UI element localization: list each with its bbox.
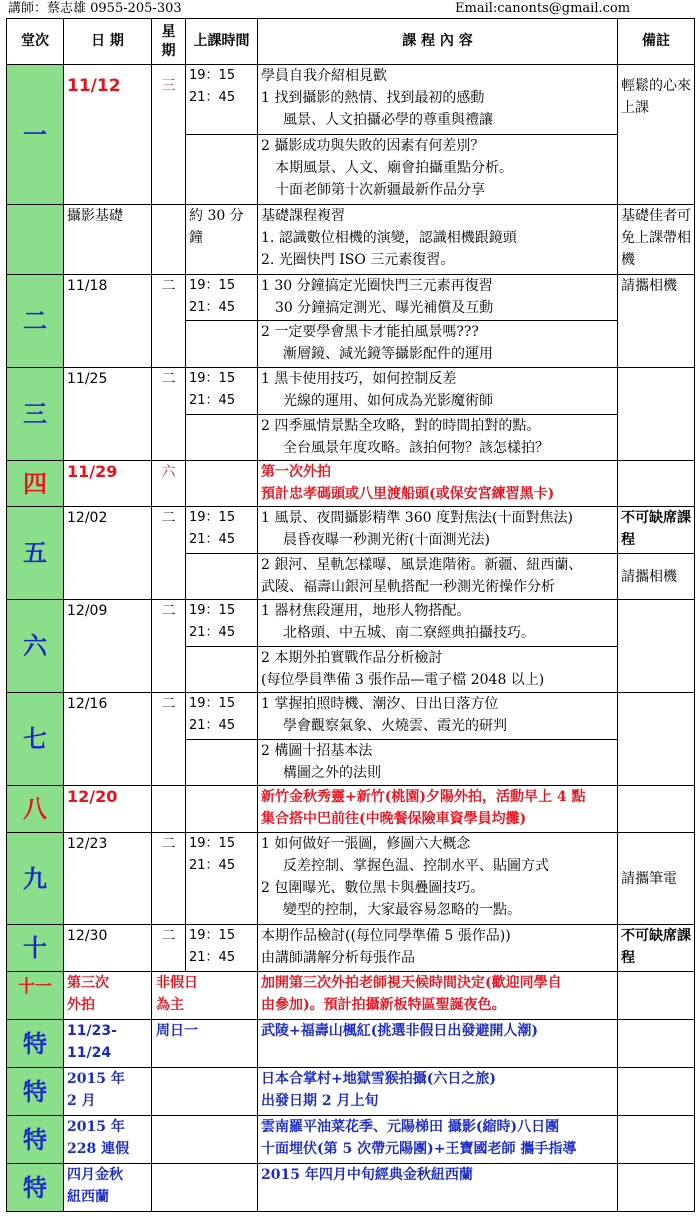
session-date: 11/18: [64, 275, 152, 368]
session-weekday: 二: [152, 368, 186, 461]
session-note: 請攜相機: [618, 275, 695, 368]
session-content: 基礎課程複習 1. 認識數位相機的演變，認識相機跟鏡頭 2. 光圈快門 ISO 三元素復習。: [258, 205, 618, 275]
table-row: [7, 1068, 695, 1116]
table-row: [7, 1116, 695, 1164]
table-row: [7, 205, 695, 275]
session-number: 三: [7, 368, 64, 461]
session-date: 11/23- 11/24: [64, 1020, 152, 1068]
session-number: 十一: [7, 972, 64, 1020]
table-row: [7, 786, 695, 833]
session-content: 2015 年四月中旬經典金秋紐西蘭: [258, 1164, 618, 1212]
table-row: [7, 1164, 695, 1212]
session-note: 不可缺席課程: [618, 507, 695, 554]
special-number: 特: [7, 1116, 64, 1164]
session-content: 2 銀河、星軌怎樣曝、風景進階術。新疆、紐西蘭、 武陵、福壽山銀河星軌搭配一秒測光術操作分析: [258, 554, 618, 600]
session-date: 12/09: [64, 600, 152, 693]
session-content: 學員自我介紹相見歡 1 找到攝影的熱情、找到最初的感動 風景、人文拍攝必學的尊重與禮讓: [258, 65, 618, 135]
session-number: 六: [7, 600, 64, 693]
session-number: 二: [7, 275, 64, 368]
session-time: 19：15 21：45: [186, 65, 258, 135]
col-time: 上課時間: [186, 19, 258, 65]
header: [0, 0, 700, 18]
table-row: [7, 275, 695, 321]
session-content: 加開第三次外拍老師視天候時間決定(歡迎同學自 由參加)。預計拍攝新板特區聖誕夜色。: [258, 972, 618, 1020]
session-date: 11/29: [64, 461, 152, 507]
session-weekday: 六: [152, 461, 186, 507]
session-content: 新竹金秋秀靈+新竹(桃園)夕陽外拍，活動早上 4 點 集合搭中巴前往(中晚餐保險車資學員均攤): [258, 786, 618, 833]
session-content: 本期作品檢討((每位同學準備 5 張作品)) 由講師講解分析每張作品: [258, 925, 618, 972]
col-session: 堂次: [7, 19, 64, 65]
session-time: 19：15 21：45: [186, 833, 258, 925]
session-weekday: 二: [152, 600, 186, 693]
session-date: 12/30: [64, 925, 152, 972]
session-number: 十: [7, 925, 64, 972]
col-date: 日 期: [64, 19, 152, 65]
table-row: [7, 368, 695, 415]
session-date: 攝影基礎: [64, 205, 152, 275]
session-weekday: 非假日 為主: [152, 972, 258, 1020]
table-row: [7, 972, 695, 1020]
col-content: 課 程 內 容: [258, 19, 618, 65]
table-row: [7, 1020, 695, 1068]
session-content: 日本合掌村+地獄雪猴拍攝(六日之旅) 出發日期 2 月上旬: [258, 1068, 618, 1116]
session-note: 基礎佳者可免上課帶相機: [618, 205, 695, 275]
session-content: 第一次外拍 預計忠孝碼頭或八里渡船頭(或保安宮練習黑卡): [258, 461, 618, 507]
session-weekday: 三: [152, 65, 186, 205]
session-content: 雲南羅平油菜花季、元陽梯田 攝影(縮時)八日團 十面埋伏(第 5 次帶元陽團)+王寶國老師 攜手指導: [258, 1116, 618, 1164]
session-date: 11/25: [64, 368, 152, 461]
session-time: 19：15 21：45: [186, 368, 258, 415]
session-content: 2 本期外拍實戰作品分析檢討 (每位學員準備 3 張作品—電子檔 2048 以上): [258, 647, 618, 693]
session-content: 1 掌握拍照時機、潮汐、日出日落方位 學會觀察氣象、火燒雲、霞光的研判: [258, 693, 618, 740]
session-date: 四月金秋 紐西蘭: [64, 1164, 152, 1212]
session-date: 12/23: [64, 833, 152, 925]
table-row: [7, 600, 695, 647]
session-number: 九: [7, 833, 64, 925]
session-number: 八: [7, 786, 64, 833]
special-number: 特: [7, 1068, 64, 1116]
session-date: 2015 年 2 月: [64, 1068, 152, 1116]
session-weekday: 二: [152, 275, 186, 368]
session-note: 請攜筆電: [618, 833, 695, 925]
session-time: 19：15 21：45: [186, 925, 258, 972]
session-content: 武陵+福壽山楓紅(挑選非假日出發避開人潮): [258, 1020, 618, 1068]
session-note: 輕鬆的心來上課: [618, 65, 695, 205]
session-content: 2 構圖十招基本法 構圖之外的法則: [258, 740, 618, 786]
session-weekday: 二: [152, 507, 186, 600]
table-row: [7, 833, 695, 925]
special-number: 特: [7, 1164, 64, 1212]
session-time: 19：15 21：45: [186, 507, 258, 554]
session-content: 2 攝影成功與失敗的因素有何差別？ 本期風景、人文、廟會拍攝重點分析。 十面老師第十次新疆最新作品分享: [258, 135, 618, 205]
teacher-info: 講師：蔡志雄 0955-205-303: [8, 1, 182, 16]
session-time: 約 30 分鐘: [186, 205, 258, 275]
session-note: 請攜相機: [618, 554, 695, 600]
session-content: 1 如何做好一張圖，修圖六大概念 反差控制、掌握色温、控制水平、貼圖方式 2 包圍曝光、數位黑卡與疊圖技巧。 變型的控制，大家最容易忽略的一點。: [258, 833, 618, 925]
table-row: [7, 693, 695, 740]
session-number: 七: [7, 693, 64, 786]
session-weekday: 二: [152, 693, 186, 786]
col-note: 備註: [618, 19, 695, 65]
session-time: 19：15 21：45: [186, 275, 258, 321]
session-content: 2 四季風情景點全攻略，對的時間拍對的點。 全台風景年度攻略。該拍何物？該怎樣拍？: [258, 415, 618, 461]
session-content: 2 一定要學會黑卡才能拍風景嗎??? 漸層鏡、減光鏡等攝影配件的運用: [258, 321, 618, 368]
session-date: 12/20: [64, 786, 152, 833]
session-content: 1 風景、夜間攝影精準 360 度對焦法(十面對焦法) 晨昏夜曝一秒測光術(十面測光法): [258, 507, 618, 554]
session-note: 不可缺席課程: [618, 925, 695, 972]
course-schedule-table: [6, 18, 695, 1212]
table-row: [7, 461, 695, 507]
table-header-row: [7, 19, 695, 65]
session-date: 11/12: [64, 65, 152, 205]
session-number: 一: [7, 65, 64, 205]
session-date: 第三次 外拍: [64, 972, 152, 1020]
special-number: 特: [7, 1020, 64, 1068]
session-date: 12/02: [64, 507, 152, 600]
session-number: 五: [7, 507, 64, 600]
session-weekday: 二: [152, 833, 186, 925]
session-date: 12/16: [64, 693, 152, 786]
email-info: Email:canonts@gmail.com: [455, 1, 631, 16]
table-row: [7, 65, 695, 135]
session-content: 1 30 分鐘搞定光圈快門三元素再復習 30 分鐘搞定測光、曝光補償及互動: [258, 275, 618, 321]
col-weekday: 星期: [152, 19, 186, 65]
session-time: 19：15 21：45: [186, 600, 258, 647]
session-weekday: 周日一: [152, 1020, 258, 1068]
session-date: 2015 年 228 連假: [64, 1116, 152, 1164]
table-row: [7, 507, 695, 554]
session-content: 1 黑卡使用技巧，如何控制反差 光線的運用、如何成為光影魔術師: [258, 368, 618, 415]
table-row: [7, 925, 695, 972]
session-number: 四: [7, 461, 64, 507]
session-weekday: 二: [152, 925, 186, 972]
session-time: 19：15 21：45: [186, 693, 258, 740]
session-content: 1 器材焦段運用，地形人物搭配。 北格頭、中五城、南二寮經典拍攝技巧。: [258, 600, 618, 647]
